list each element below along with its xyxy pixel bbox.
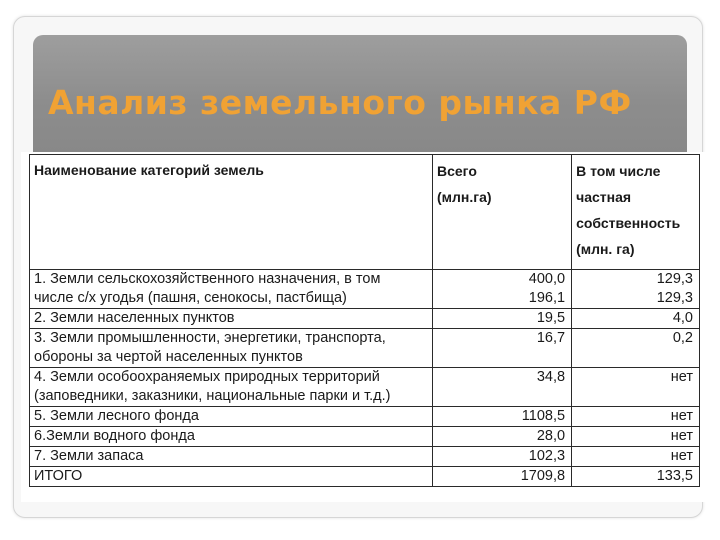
row-name-line: 6.Земли водного фонда [34, 428, 195, 444]
row-total [433, 309, 572, 329]
row-category-name [30, 407, 433, 427]
row-private [572, 329, 700, 368]
row-name-line: 7. Земли запаса [34, 448, 144, 464]
row-total-value: 1108,5 [521, 408, 566, 424]
row-name-line: 2. Земли населенных пунктов [34, 310, 235, 326]
row-total-value: 102,3 [528, 448, 566, 464]
row-total-value: 1709,8 [520, 468, 566, 484]
row-category-name [30, 270, 433, 309]
row-private [572, 309, 700, 329]
row-total [433, 427, 572, 447]
row-private-value: 129,3 [656, 290, 693, 306]
row-private [572, 407, 700, 427]
header-private-line: частная [576, 189, 632, 205]
row-category-name [30, 467, 433, 487]
table-row [30, 447, 700, 467]
row-name-line: (заповедники, заказники, национальные парки и т.д.) [34, 388, 391, 404]
row-private-value: 4,0 [672, 310, 693, 326]
row-private-value: нет [670, 428, 693, 444]
table-row [30, 368, 700, 407]
row-total [433, 368, 572, 407]
table-row [30, 329, 700, 368]
row-name-line: обороны за чертой населенных пунктов [34, 349, 303, 365]
row-category-name [30, 368, 433, 407]
table-header-row [30, 155, 700, 270]
row-private-value: нет [670, 448, 693, 464]
row-name-line: 3. Земли промышленности, энергетики, транспорта, [34, 330, 386, 346]
row-total-value: 34,8 [536, 369, 566, 385]
row-category-name [30, 309, 433, 329]
header-category-name: Наименование категорий земель [30, 155, 433, 270]
table-row [30, 309, 700, 329]
row-total-value: 400,0 [528, 271, 566, 287]
row-total [433, 407, 572, 427]
header-total [433, 155, 572, 270]
row-private [572, 467, 700, 487]
row-total [433, 329, 572, 368]
row-private [572, 368, 700, 407]
row-category-name [30, 447, 433, 467]
row-name-line: 1. Земли сельскохозяйственного назначения, в том [34, 271, 381, 287]
row-name-line: 4. Земли особоохраняемых природных территорий [34, 369, 380, 385]
row-private [572, 427, 700, 447]
row-name-line: 5. Земли лесного фонда [34, 408, 199, 424]
table-row [30, 427, 700, 447]
header-total-line: Всего [437, 163, 477, 179]
row-private-value: нет [670, 369, 693, 385]
header-private [572, 155, 700, 270]
row-total-value: 16,7 [536, 330, 566, 346]
row-name-line: числе с/х угодья (пашня, сенокосы, пастбища) [34, 290, 347, 306]
table-container [21, 152, 708, 502]
row-name-line: ИТОГО [34, 468, 83, 484]
table-row [30, 270, 700, 309]
row-private-value: 0,2 [672, 330, 693, 346]
header-private-line: (млн. га) [576, 241, 635, 257]
table-total-row [30, 467, 700, 487]
row-total [433, 270, 572, 309]
header-private-line: собственность [576, 215, 681, 231]
row-total-value: 28,0 [536, 428, 566, 444]
row-private [572, 447, 700, 467]
row-private-value: 133,5 [656, 468, 693, 484]
row-total-value: 196,1 [528, 290, 566, 306]
row-category-name [30, 329, 433, 368]
row-total [433, 467, 572, 487]
table-row [30, 407, 700, 427]
land-categories-table [29, 154, 700, 487]
row-private-value: нет [670, 408, 693, 424]
row-private-value: 129,3 [656, 271, 693, 287]
slide-title: Анализ земельного рынка РФ [48, 83, 632, 122]
row-total [433, 447, 572, 467]
row-category-name [30, 427, 433, 447]
header-private-line: В том числе [576, 163, 661, 179]
header-total-line: (млн.га) [437, 189, 492, 205]
row-private [572, 270, 700, 309]
row-total-value: 19,5 [536, 310, 566, 326]
